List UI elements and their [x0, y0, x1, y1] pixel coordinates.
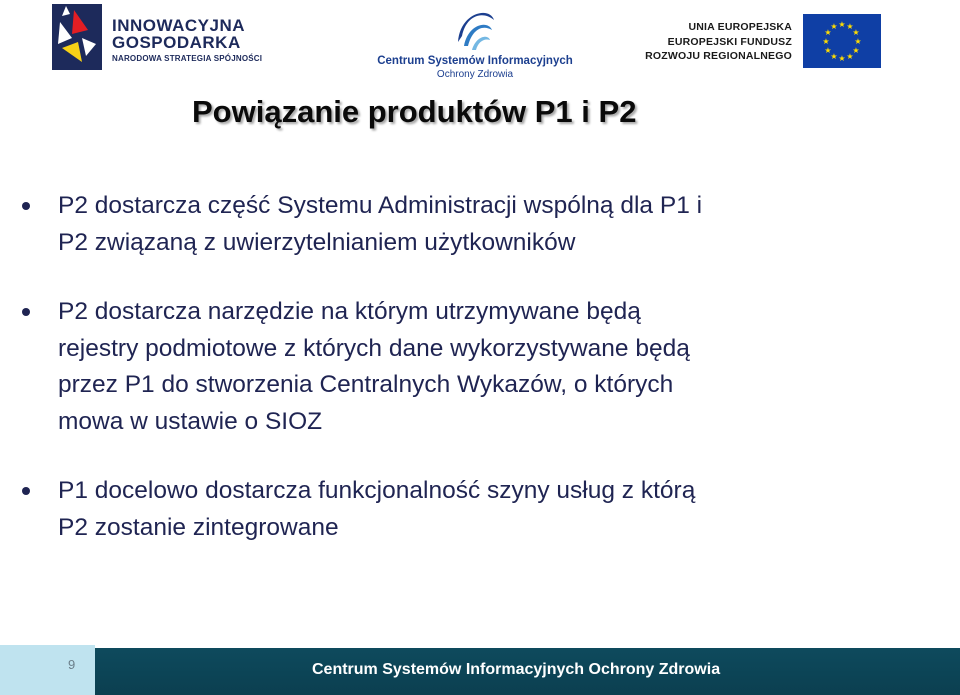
- bullet-item: [22, 473, 922, 546]
- svg-text:★: ★: [824, 46, 832, 55]
- svg-text:★: ★: [846, 22, 854, 31]
- slide-title: Powiązanie produktów P1 i P2: [192, 94, 637, 129]
- bullet-line: rejestry podmiotowe z których dane wykorzystywane będą: [58, 334, 690, 362]
- eu-erdf-logo: [645, 14, 888, 72]
- svg-text:★: ★: [824, 28, 832, 37]
- page-number-box: [0, 645, 95, 695]
- bullet-line: P2 dostarcza część Systemu Administracji wspólną dla P1 i: [58, 192, 703, 219]
- csioz-logo: [372, 2, 578, 82]
- bullet-list: [22, 188, 922, 579]
- csioz-logo-name-line1: Centrum Systemów Informacyjnych: [377, 55, 573, 67]
- svg-text:★: ★: [846, 52, 854, 61]
- bullet-line: P2 zostanie zintegrowane: [58, 513, 339, 541]
- innowacyjna-gospodarka-logo: [52, 4, 272, 74]
- page-number: 9: [68, 657, 76, 672]
- bullet-line: przez P1 do stworzenia Centralnych Wykazów, o których: [58, 371, 674, 398]
- svg-text:★: ★: [830, 52, 838, 61]
- svg-text:★: ★: [852, 28, 860, 37]
- bullet-dot-icon: [22, 487, 30, 495]
- csioz-logo-name-line2: Ochrony Zdrowia: [436, 69, 514, 80]
- eu-flag-icon: [803, 14, 881, 68]
- svg-text:★: ★: [854, 37, 862, 46]
- bullet-line: P2 związaną z uwierzytelnianiem użytkowników: [58, 228, 576, 256]
- innowacyjna-gospodarka-emblem-icon: [52, 4, 102, 70]
- svg-text:★: ★: [822, 37, 830, 46]
- bullet-item: [22, 294, 922, 440]
- bullet-line: P1 docelowo dostarcza funkcjonalność szyny usług z którą: [58, 477, 696, 504]
- svg-text:★: ★: [838, 54, 846, 63]
- eu-logo-line1: UNIA EUROPEJSKA: [688, 21, 792, 33]
- bullet-item: [22, 188, 922, 261]
- bullet-dot-icon: [22, 202, 30, 210]
- footer-organization-name: Centrum Systemów Informacyjnych Ochrony Zdrowia: [312, 661, 721, 678]
- bullet-dot-icon: [22, 308, 30, 316]
- logo-ig-line2: GOSPODARKA: [112, 33, 241, 52]
- logo-ig-line3: NARODOWA STRATEGIA SPÓJNOŚCI: [112, 54, 263, 63]
- eu-logo-line2: EUROPEJSKI FUNDUSZ: [667, 35, 792, 48]
- eu-logo-line3: ROZWOJU REGIONALNEGO: [645, 50, 792, 62]
- bullet-line: P2 dostarcza narzędzie na którym utrzymywane będą: [58, 298, 641, 325]
- csioz-swirl-icon: [452, 2, 498, 54]
- svg-text:★: ★: [852, 46, 860, 55]
- bullet-line: mowa w ustawie o SIOZ: [58, 407, 323, 435]
- svg-text:★: ★: [830, 22, 838, 31]
- logo-ig-line1: INNOWACYJNA: [112, 16, 246, 35]
- svg-text:★: ★: [838, 20, 846, 29]
